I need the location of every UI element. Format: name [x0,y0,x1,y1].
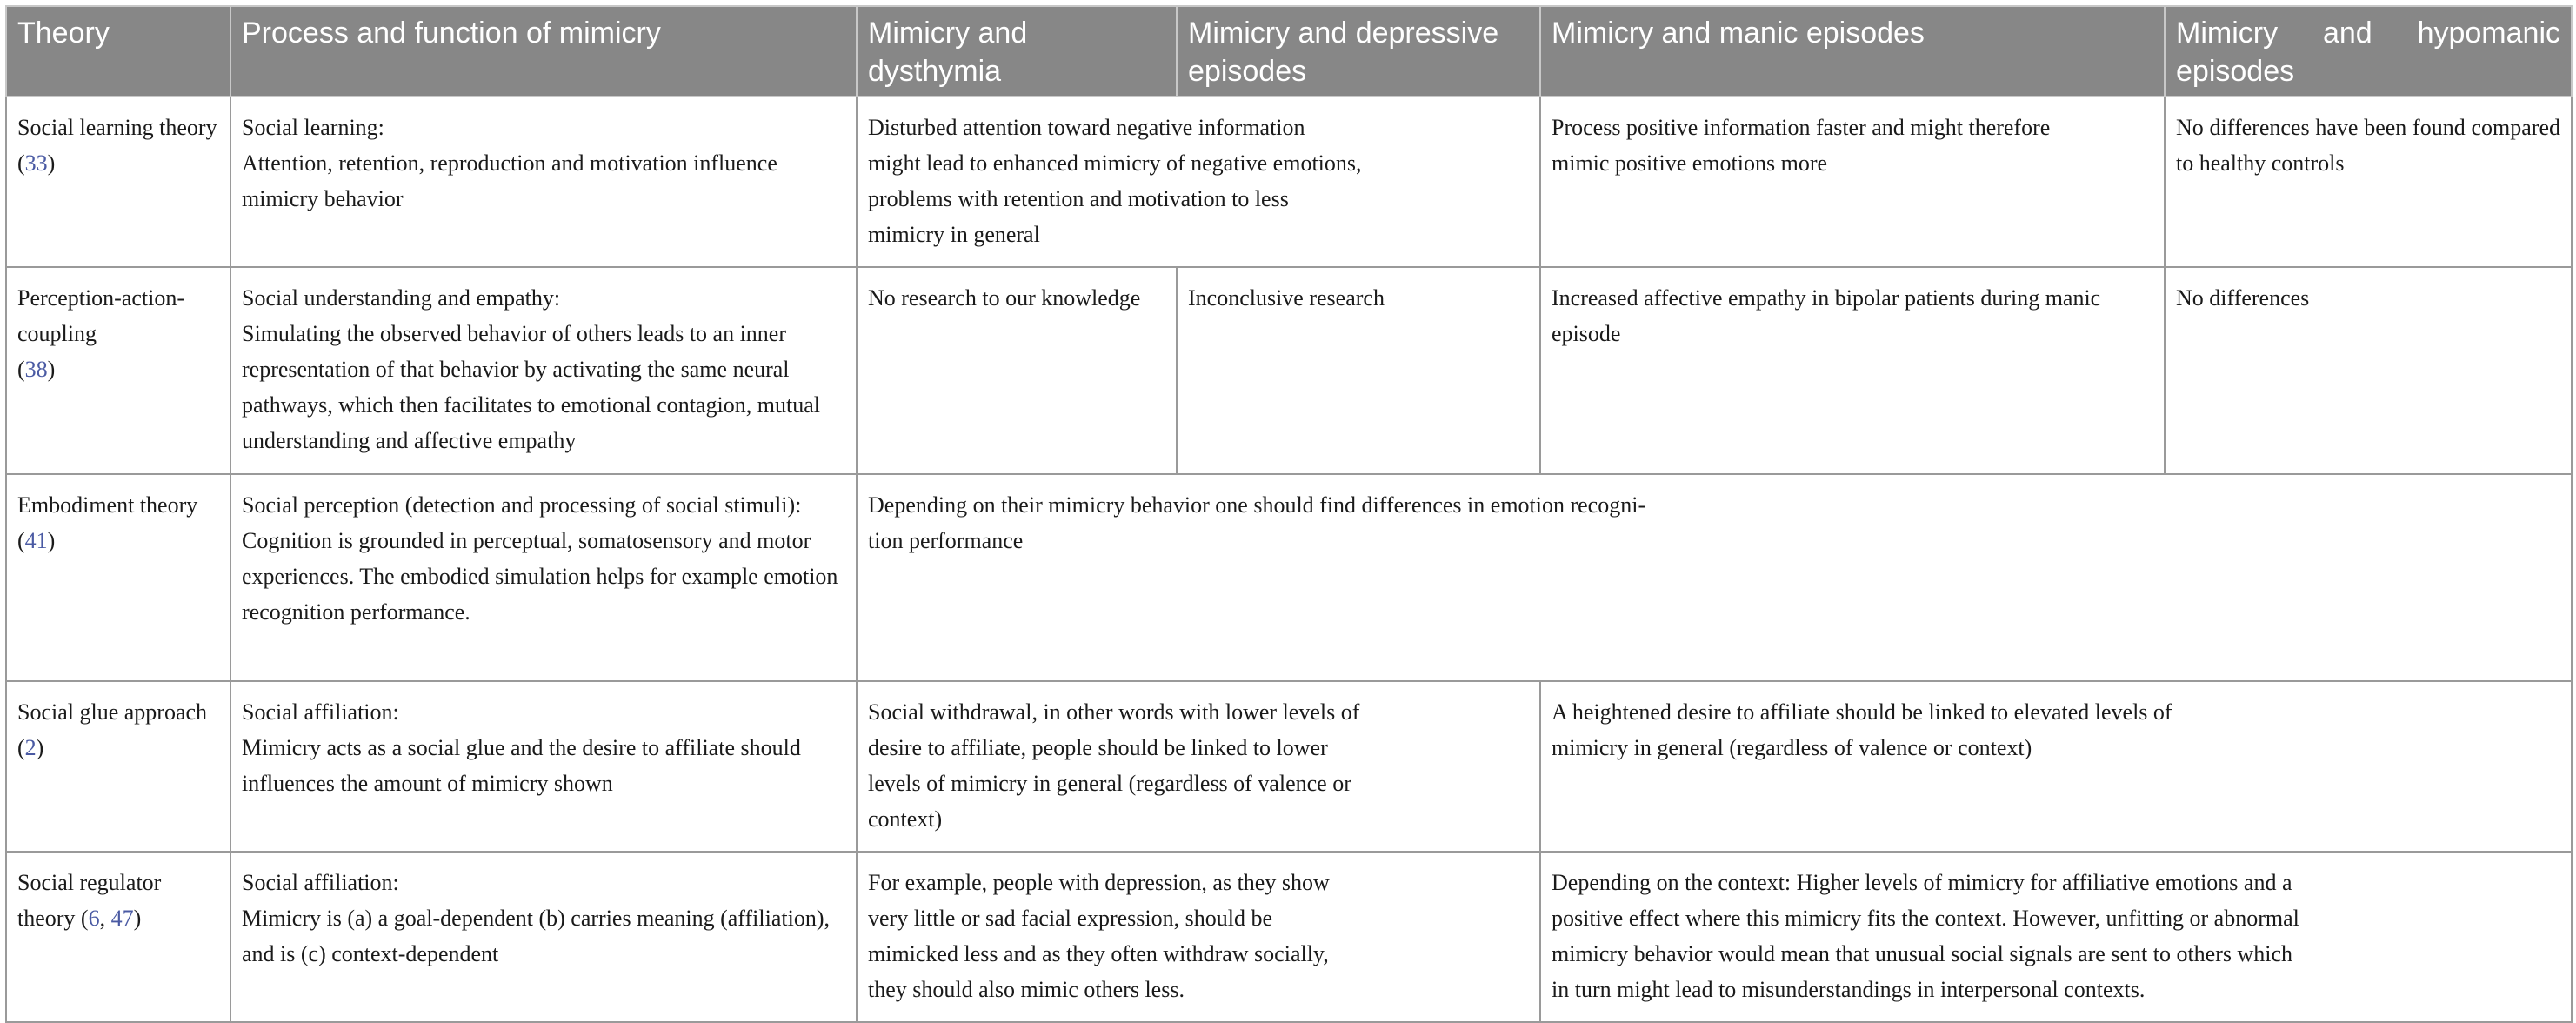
all-episodes-cell: Depending on their mimicry behavior one should find differences in emotion recogni- tion performance [857,474,2572,681]
dysthymia-depressive-cell: Disturbed attention toward negative information might lead to enhanced mimicry of negative emotions, problems with retention and motivation to less mimicry in general [857,97,1540,267]
process-cell: Social affiliation: Mimicry acts as a social glue and the desire to affiliate should influences the amount of mimicry shown [230,681,857,852]
header-manic: Mimicry and manic episodes [1540,6,2165,97]
header-row [6,6,2572,97]
manic-cell: Increased affective empathy in bipolar patients during manic episode [1540,267,2165,474]
table-row [6,852,2572,1022]
citation-link[interactable]: 6 [88,906,100,931]
table-row [6,681,2572,852]
table-row [6,474,2572,681]
hypomanic-cell: No differences have been found compared to healthy controls [2165,97,2572,267]
hypomanic-cell: No differences [2165,267,2572,474]
manic-hypomanic-cell: A heightened desire to affiliate should be linked to elevated levels of mimicry in general (regardless of valence or context) [1540,681,2572,852]
citation-link[interactable]: 2 [24,735,37,760]
citation-link[interactable]: 38 [24,357,48,382]
header-process: Process and function of mimicry [230,6,857,97]
dysthymia-depressive-cell: Social withdrawal, in other words with lower levels of desire to affiliate, people should be linked to lower levels of mimicry in general (regardless of valence or context) [857,681,1540,852]
header-theory: Theory [6,6,230,97]
theory-cell: Perception-action-coupling (38) [6,267,230,474]
citation-link[interactable]: 47 [110,906,134,931]
process-cell: Social understanding and empathy: Simulating the observed behavior of others leads to an inner representation of that behavior by activating the same neural pathways, which then facilitates to emotional contagion, mutual understanding and affective empathy [230,267,857,474]
theory-cell: Embodiment theory (41) [6,474,230,681]
citation-link[interactable]: 33 [24,150,48,176]
table-row [6,97,2572,267]
process-cell: Social perception (detection and processing of social stimuli): Cognition is grounded in perceptual, somatosensory and motor experiences. The embodied simulation helps for example emotion recognition performance. [230,474,857,681]
process-cell: Social learning: Attention, retention, reproduction and motivation influence mimicry behavior [230,97,857,267]
manic-cell: Process positive information faster and might therefore mimic positive emotions more [1540,97,2165,267]
header-hypomanic: Mimicry and hypomanic episodes [2165,6,2572,97]
theory-cell: Social glue approach (2) [6,681,230,852]
citation-link[interactable]: 41 [24,528,48,553]
header-depressive: Mimicry and depressive episodes [1177,6,1540,97]
mimicry-theory-table [5,5,2573,1023]
dysthymia-depressive-cell: For example, people with depression, as they show very little or sad facial expression, should be mimicked less and as they often withdraw socially, they should also mimic others less. [857,852,1540,1022]
depressive-cell: Inconclusive research [1177,267,1540,474]
table-row [6,267,2572,474]
theory-cell: Social learning theory (33) [6,97,230,267]
header-dysthymia: Mimicry and dysthymia [857,6,1177,97]
manic-hypomanic-cell: Depending on the context: Higher levels of mimicry for affiliative emotions and a positive effect where this mimicry fits the context. However, unfitting or abnormal mimicry behavior would mean that unusual social signals are sent to others which in turn might lead to misunderstandings in interpersonal contexts. [1540,852,2572,1022]
process-cell: Social affiliation: Mimicry is (a) a goal-dependent (b) carries meaning (affiliation), and is (c) context-dependent [230,852,857,1022]
theory-cell: Social regulator theory (6, 47) [6,852,230,1022]
dysthymia-cell: No research to our knowledge [857,267,1177,474]
